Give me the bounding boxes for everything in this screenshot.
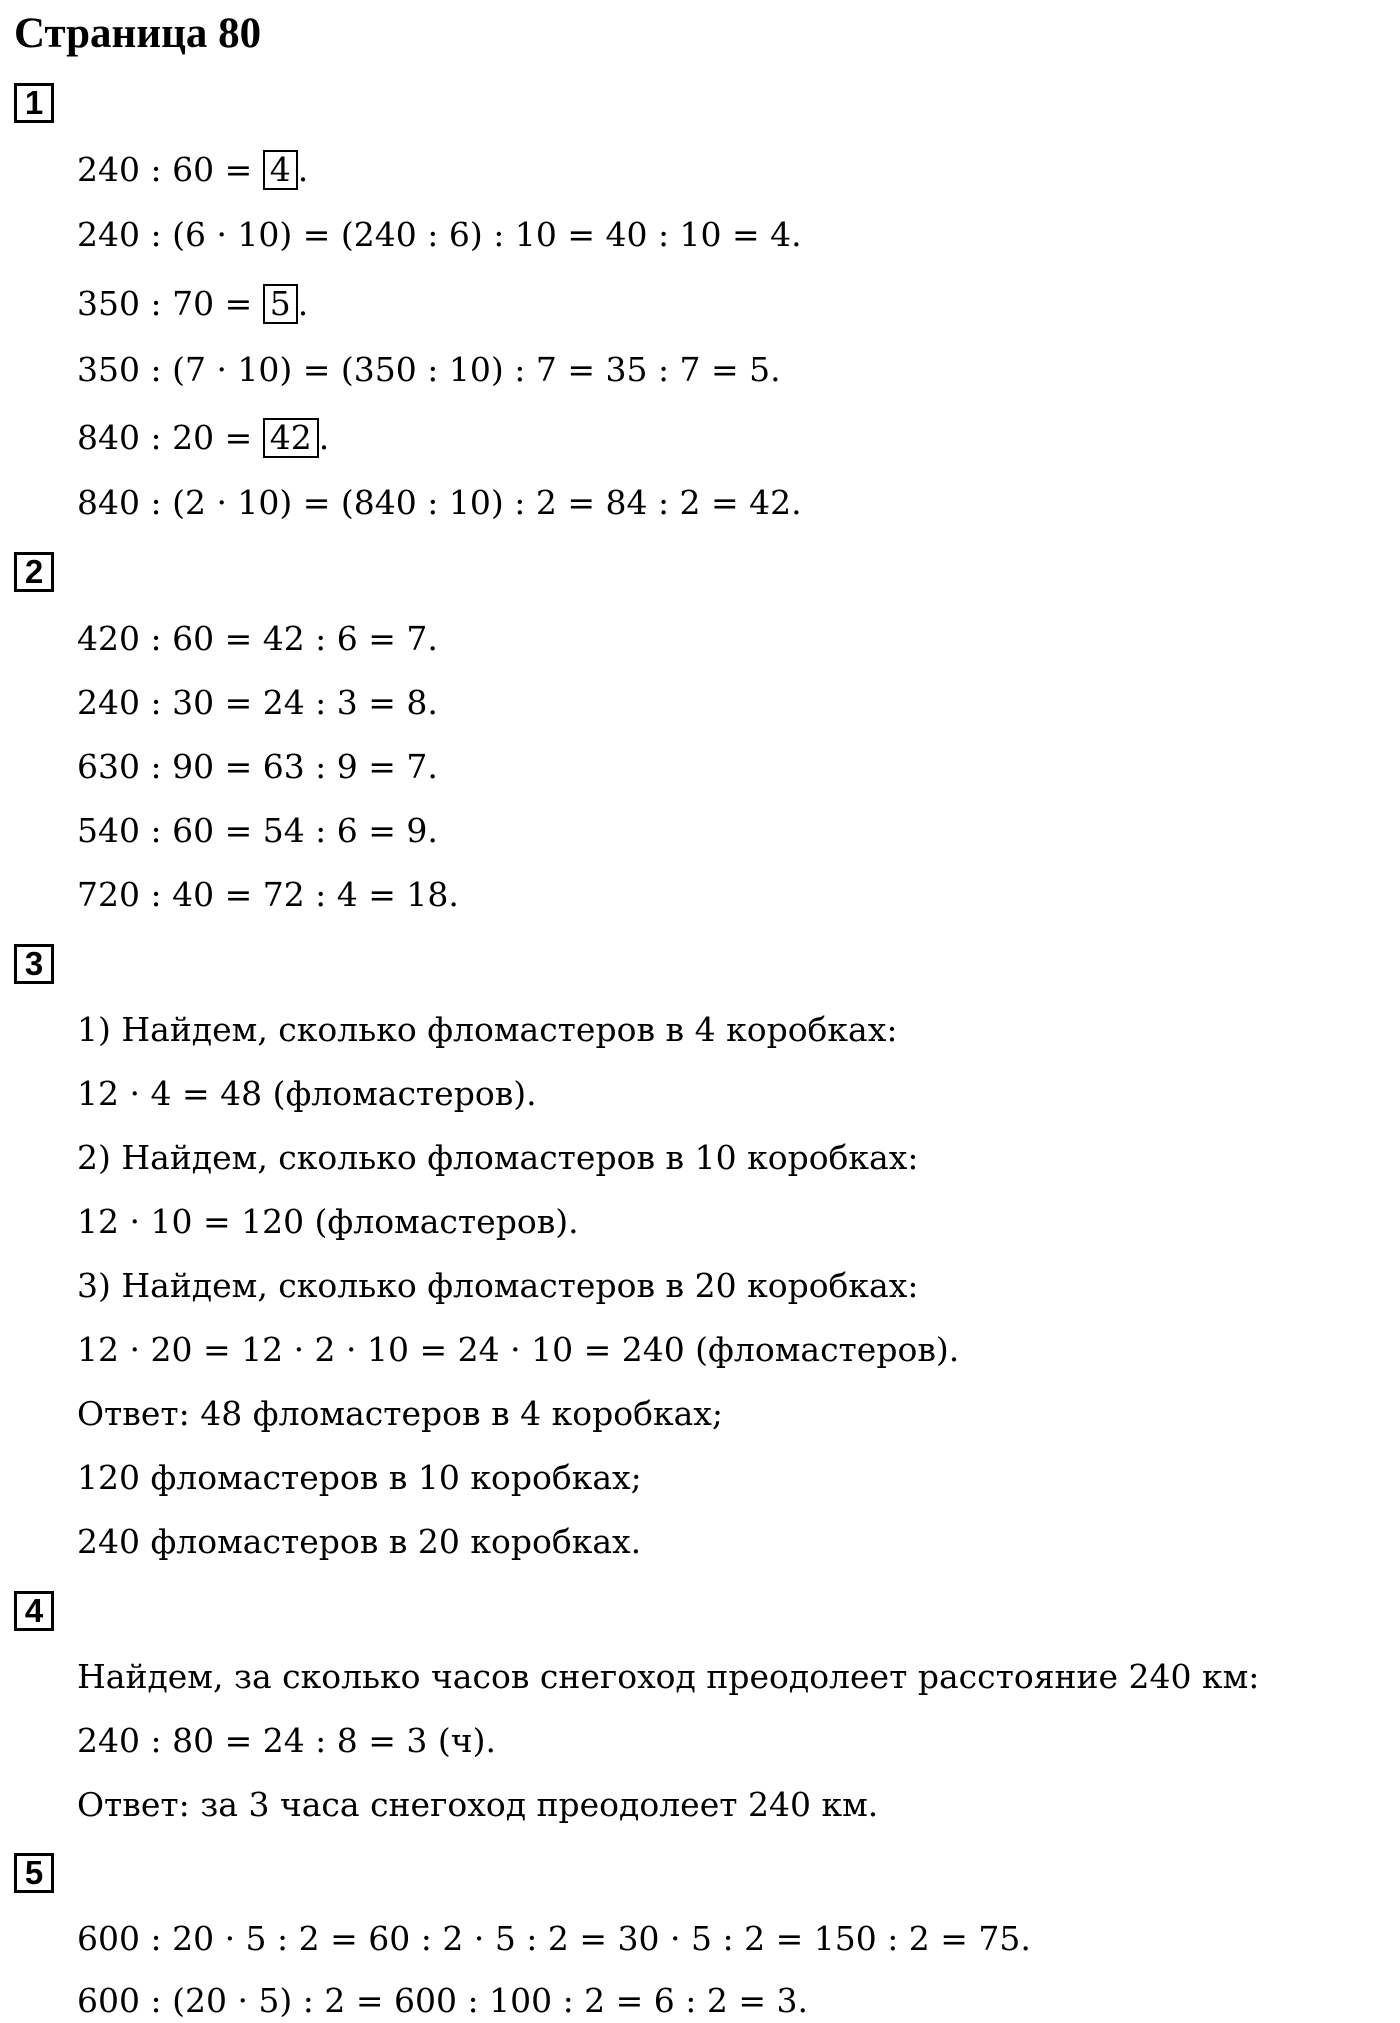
equation-line: 600 : (20 · 5) : 2 = 600 : 100 : 2 = 6 : 2 = 3.	[77, 1981, 809, 2020]
solution-line: 2) Найдем, сколько фломастеров в 10 коробках:	[77, 1138, 919, 1177]
task-number-1: 1	[14, 83, 54, 123]
task-number-5: 5	[14, 1853, 54, 1893]
solution-line: 12 · 10 = 120 (фломастеров).	[77, 1202, 579, 1241]
answer-box: 4	[263, 150, 298, 190]
equation-line: 600 : 20 · 5 : 2 = 60 : 2 · 5 : 2 = 30 · 5 : 2 = 150 : 2 = 75.	[77, 1919, 1031, 1958]
equation-line: 420 : 60 = 42 : 6 = 7.	[77, 619, 438, 658]
equation-line: 840 : 20 = 42 .	[77, 418, 330, 457]
solution-line: 12 · 4 = 48 (фломастеров).	[77, 1074, 537, 1113]
equation-line: 720 : 40 = 72 : 4 = 18.	[77, 875, 459, 914]
answer-line: 120 фломастеров в 10 коробках;	[77, 1458, 642, 1497]
equation-line: 240 : 30 = 24 : 3 = 8.	[77, 683, 438, 722]
equation-line: 350 : (7 · 10) = (350 : 10) : 7 = 35 : 7 = 5.	[77, 350, 781, 389]
solution-line: Найдем, за сколько часов снегоход преодолеет расстояние 240 км:	[77, 1657, 1260, 1696]
answer-box: 42	[263, 418, 319, 458]
equation-line: 540 : 60 = 54 : 6 = 9.	[77, 811, 438, 850]
task-number-4: 4	[14, 1591, 54, 1631]
answer-line: Ответ: 48 фломастеров в 4 коробках;	[77, 1394, 724, 1433]
equation-line: 350 : 70 = 5 .	[77, 284, 309, 323]
equation-line: 240 : (6 · 10) = (240 : 6) : 10 = 40 : 10 = 4.	[77, 215, 802, 254]
answer-box: 5	[263, 284, 298, 324]
page-title: Страница 80	[14, 10, 262, 57]
answer-line: Ответ: за 3 часа снегоход преодолеет 240 км.	[77, 1785, 879, 1824]
task-number-3: 3	[14, 944, 54, 984]
equation-line: 840 : (2 · 10) = (840 : 10) : 2 = 84 : 2 = 42.	[77, 483, 802, 522]
solution-line: 1) Найдем, сколько фломастеров в 4 коробках:	[77, 1010, 898, 1049]
answer-line: 240 фломастеров в 20 коробках.	[77, 1522, 642, 1561]
solution-line: 3) Найдем, сколько фломастеров в 20 коробках:	[77, 1266, 919, 1305]
equation-line: 240 : 60 = 4 .	[77, 150, 309, 189]
solution-line: 12 · 20 = 12 · 2 · 10 = 24 · 10 = 240 (фломастеров).	[77, 1330, 960, 1369]
equation-line: 630 : 90 = 63 : 9 = 7.	[77, 747, 438, 786]
solution-line: 240 : 80 = 24 : 8 = 3 (ч).	[77, 1721, 496, 1760]
task-number-2: 2	[14, 552, 54, 592]
